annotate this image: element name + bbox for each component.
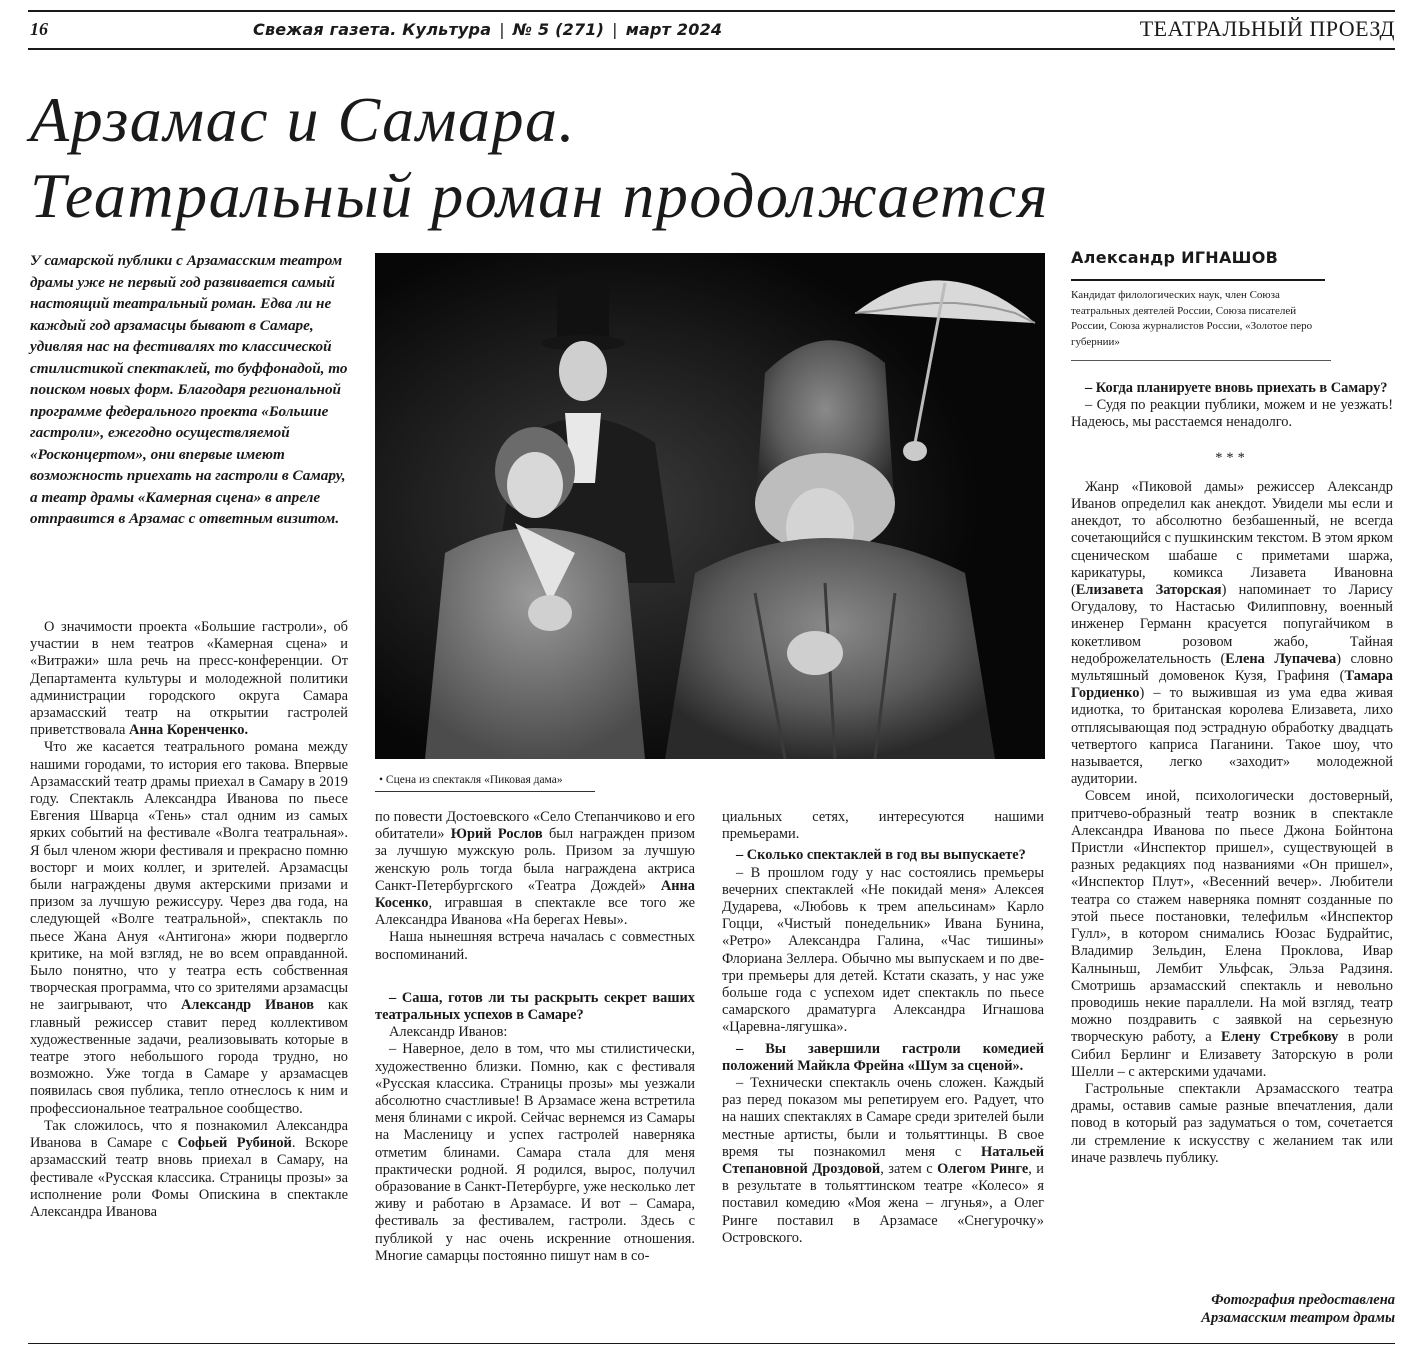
text: в роли Сибил Берлинг и Елизавету Заторскую в роли Шелли – с актерскими удачами.	[1071, 1029, 1394, 1080]
issue-number: № 5 (271)	[512, 20, 605, 39]
section-rubric: ТЕАТРАЛЬНЫЙ ПРОЕЗД	[1139, 16, 1395, 41]
interview-answer: – Судя по реакции публики, можем и не уезжать! Надеюсь, мы расстаемся ненадолго.	[1071, 397, 1393, 431]
photo-credit-line-1: Фотография предоставлена	[1211, 1292, 1395, 1308]
text: , и в результате в тольяттинском театре «Колесо» я поставил комедию «Моя жена – лгунья», а Олег Ринге поставил в Арзамасе «Снегурочку» Островского.	[722, 1161, 1045, 1246]
interview-question: – Когда планируете вновь приехать в Самару?	[1085, 380, 1388, 396]
author-credentials: Кандидат филологических наук, член Союза театральных деятелей России, Союза писателей России, Союза журналистов России, «Золотое перо губернии»	[1071, 288, 1331, 361]
separator: |	[499, 20, 505, 39]
top-rule	[28, 10, 1395, 12]
person-name: Анна Коренченко.	[129, 722, 249, 739]
text: Совсем иной, психологически достоверный, притчево-образный театр возник в спектакле Александра Иванова по пьесе Джона Бойнтона Пристли «Инспектор пришел», существующей в разных редакциях под названиями «Он пришел», «Инспектор Плут», «Весенний вечер». Любители театра со стажем наверняка помнят созданные по этой пьесе постановки, телефильм «Инспектор Гулл», в котором снимались Юозас Будрайтис, Владимир Зельдин, Елена Проклова, Ивар Калныньш, Лембит Ульфсак, Эльза Радзиня. Смотришь арзамасский спектакль и невольно проводишь некие параллели. На мой взгляд, театр можно поздравить с заявкой на серьезную творческую работу, а	[1071, 788, 1393, 1046]
text: Так сложилось, что я познакомил Александра Иванова в Самаре с	[30, 1117, 348, 1152]
paragraph	[30, 619, 348, 739]
interview-question: – Вы завершили гастроли комедией положений Майкла Фрейна «Шум за сценой».	[722, 1040, 1044, 1074]
photo-credit	[1201, 1291, 1395, 1327]
masthead	[253, 20, 722, 39]
person-name: Олегом Ринге	[937, 1161, 1029, 1178]
photo-caption: • Сцена из спектакля «Пиковая дама»	[375, 770, 595, 792]
text: . Вскоре арзамасский театр вновь приехал в Самару, на фестивале «Русская классика. Страницы прозы» за исполнение роли Фомы Опискина в спектакле Александра Иванова	[30, 1135, 348, 1220]
person-name: Анна Косенко	[375, 877, 695, 912]
person-name: Софьей Рубиной	[177, 1135, 292, 1152]
text: – Технически спектакль очень сложен. Каждый раз перед показом мы репетируем его. Радует, что на наших спектаклях в Самаре среди зрителей были местные артисты, были и тольяттинцы. В свое время ты познакомил меня с	[722, 1075, 1044, 1160]
paragraph	[30, 1118, 348, 1221]
text: ) – то выжившая из ума едва живая идиотка, то британская королева Елизавета, лихо отплясывающая под эстрадную обработку двадцать четвертого каприса Паганини. Такое шоу, что называется, легко «заходит» молодежной аудитории.	[1071, 685, 1393, 788]
article-lead: У самарской публики с Арзамасским театром драмы уже не первый год развивается самый настоящий театральный роман. Едва ли не каждый год арзамасцы бывают в Самаре, удивляя нас на фестивалях то классической стилистикой спектаклей, то буффонадой, то поиском новых форм. Благодаря региональной программе федерального проекта «Большие гастроли», ежегодно осуществляемой «Росконцертом», они впервые имеют возможность приехать на гастроли в Самару, а театр драмы «Камерная сцена» в апреле отправится в Арзамас с ответным визитом.	[30, 252, 348, 527]
person-name: Елизавета Заторская	[1075, 582, 1222, 599]
article-column-1	[30, 619, 348, 1221]
headline-line-1: Арзамас и Самара.	[30, 84, 576, 155]
text: ) напоминает то Ларису Огудалову, то Настасью Филипповну, военный инженер Германн красуется попугайчиком в кокетливом розовом жабо, Тайная недоброжелательность (	[1071, 582, 1393, 667]
text: Жанр «Пиковой дамы» режиссер Александр Иванов определил как анекдот. Увидели мы если и анекдот, то абсолютно безбашенный, не всегда сочетающийся с пушкинским текстом. В этом ярком сценическом шабаше с приметами шаржа, карикатуры, комикса Лизавета Ивановна (	[1071, 478, 1393, 599]
article-column-2	[375, 809, 695, 1265]
paragraph	[375, 809, 695, 929]
person-name: Александр Иванов	[181, 997, 315, 1014]
text: , затем с	[880, 1161, 938, 1178]
paragraph: Наша нынешняя встреча началась с совместных воспоминаний.	[375, 929, 695, 963]
section-divider-stars: ***	[1215, 449, 1249, 466]
article-headline	[30, 82, 1049, 234]
person-name: Елена Лупачева	[1225, 650, 1337, 667]
text: как главный режиссер ставит перед коллективом художественные задачи, реализовывать которые в театре этого небольшого города трудно, но возможно. Уже тогда в Самаре у арзамасцев появилась своя публика, тепло отнеслось к ним и профессиональное театральное сообщество.	[30, 997, 348, 1117]
text: был награжден призом за лучшую мужскую роль. Призом за лучшую женскую роль тогда была награждена актриса Санкт-Петербургского «Театра Дождей»	[375, 826, 695, 894]
interview-question: – Сколько спектаклей в год вы выпускаете?	[736, 847, 1026, 864]
interview-question: – Саша, готов ли ты раскрыть секрет ваших театральных успехов в Самаре?	[375, 989, 695, 1024]
byline-rule	[1071, 279, 1325, 281]
paragraph: Гастрольные спектакли Арзамасского театра драмы, оставив самые разные впечатления, дали повод в который раз задуматься о том, сочетается ли стремление к искусству с желанием так или иначе развлечь публику.	[1071, 1080, 1393, 1166]
speaker-label: Александр Иванов:	[389, 1024, 508, 1041]
interview-answer: – В прошлом году у нас состоялись премьеры вечерних спектаклей «Не покидай меня» Алексея Дударева, «Любовь к трем апельсинам» Карло Гоцци, «Чистый понедельник» Ивана Бунина, «Ретро» Александра Галина, «Час тишины» Флориана Зеллера. Обычно мы выпускаем и по две-три премьеры для детей. Кстати сказать, у нас уже больше года с успехом идет спектакль по пьесе самарского драматурга Александра Игнашова «Царевна-лягушка».	[722, 864, 1044, 1036]
bottom-rule	[28, 1343, 1395, 1344]
interview-answer	[722, 1075, 1044, 1247]
headline-line-2: Театральный роман продолжается	[30, 160, 1049, 231]
photo-credit-line-2: Арзамасским театром драмы	[1201, 1310, 1395, 1326]
person-name: Юрий Рослов	[450, 826, 543, 843]
article-column-3	[722, 809, 1044, 1247]
separator: |	[612, 20, 618, 39]
text: , игравшая в спектакле все того же Александра Иванова «На берегах Невы».	[375, 895, 695, 929]
issue-date: март 2024	[625, 20, 723, 39]
person-name: Тамара Гордиенко	[1071, 668, 1393, 702]
text: по повести Достоевского «Село Степанчиково и его обитатели»	[375, 809, 695, 843]
stage-scene-illustration	[375, 253, 1045, 759]
page-number: 16	[30, 19, 48, 39]
paragraph	[1071, 788, 1393, 1080]
stage-photo	[375, 253, 1045, 759]
text: Что же касается театрального романа между нашими городами, то история его такова. Впервые Арзамасский театр драмы приехал в Самару в 2019 году. Спектакль Александра Иванова по пьесе Евгения Шварца «Тень» стал одним из самых ярких событий на фестивале «Волга театральная». Я был членом жюри фестиваля и прекрасно помню восторг и моих коллег, и зрителей. Арзамасцы были награждены двумя актерскими призами и призом за лучшую режиссуру. Через два года, на следующей «Волге театральной», спектакль по пьесе Жана Ануя «Антигона» жюри подвергло критике, на мой взгляд, не во всем оправданной. Было понятно, что у театра есть собственная творческая программа, что со зрителями арзамасцы не заигрывают, что	[30, 739, 348, 1014]
publication-name: Свежая газета. Культура	[253, 20, 492, 39]
author-name: Александр ИГНАШОВ	[1071, 248, 1279, 267]
paragraph	[1071, 479, 1393, 789]
text: О значимости проекта «Большие гастроли», об участии в нем театров «Камерная сцена» и «Витражи» шла речь на пресс-конференции. От Департамента культуры и молодежной политики администрации городского округа Самара арзамасский театр на открытии гастролей приветствовала	[30, 619, 348, 739]
text: ) словно мультяшный домовенок Кузя, Графиня (	[1071, 650, 1393, 685]
page-header	[28, 16, 1395, 50]
interview-answer: – Наверное, дело в том, что мы стилистически, художественно близки. Помню, как с фестиваля «Русская классика. Страницы прозы» мы уезжали абсолютно счастливые! В Арзамасе жена встретила меня блинами с икрой. Сейчас вернемся из Самары на Масленицу и успех гастролей наверняка отметим блинами. Самара стала для меня практически родной. Я родился, вырос, получил образование в Санкт-Петербурге, уже несколько лет живу и работаю в Арзамасе. И вот – Самара, фестиваль за фестивалем, гастроли. Здесь с публикой у нас очень искренние отношения. Многие самарцы постоянно пишут нам в со-	[375, 1041, 695, 1264]
top-hat	[557, 281, 609, 343]
paragraph	[30, 739, 348, 1117]
person-name: Натальей Степановной Дроздовой	[722, 1143, 1044, 1178]
paragraph: циальных сетях, интересуются нашими премьерами.	[722, 809, 1044, 843]
article-column-4	[1071, 380, 1393, 1167]
person-name: Елену Стребкову	[1221, 1029, 1339, 1046]
